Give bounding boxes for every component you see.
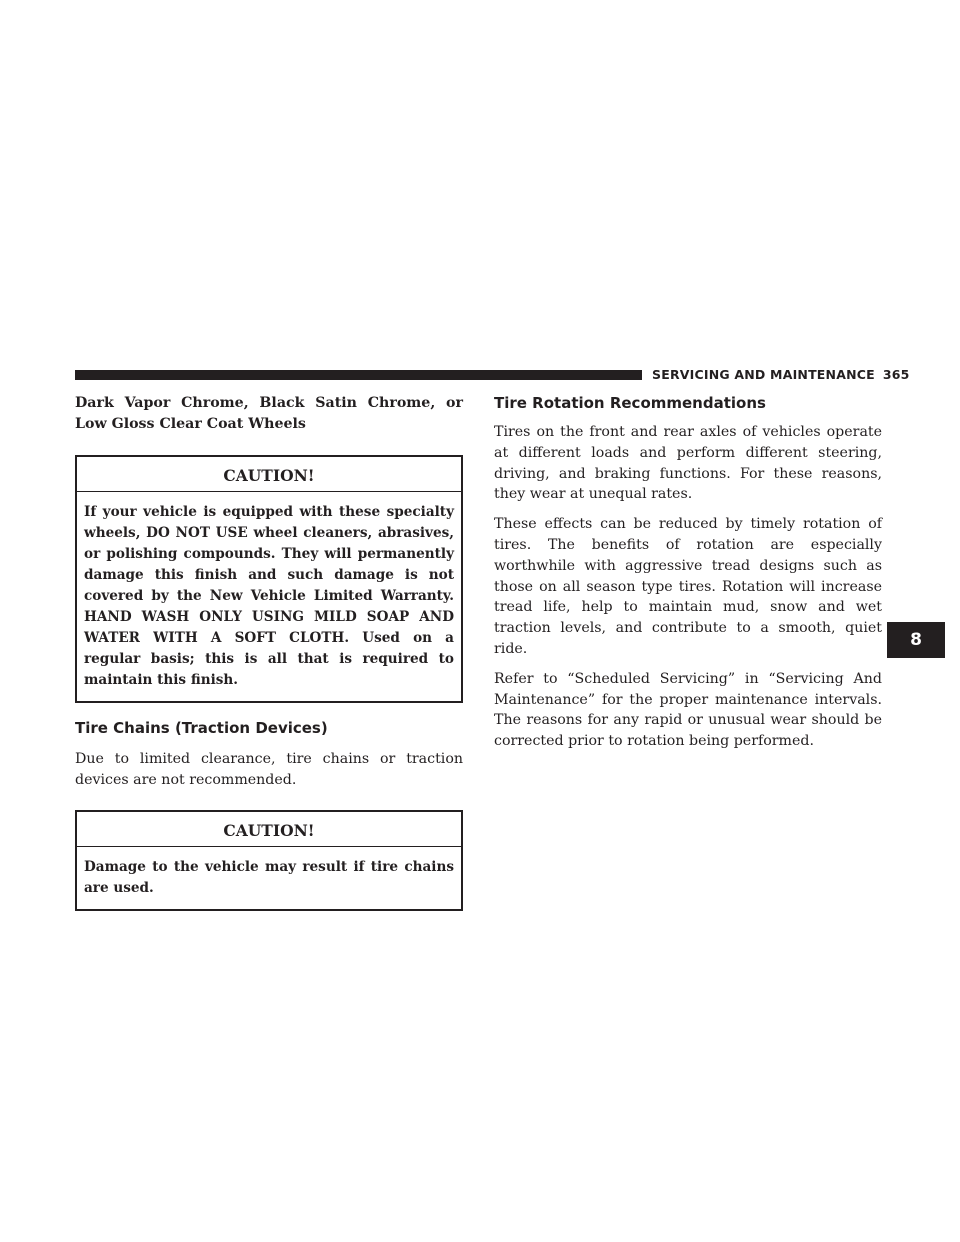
header-section-title: SERVICING AND MAINTENANCE bbox=[652, 367, 875, 382]
wheels-heading: Dark Vapor Chrome, Black Satin Chrome, or Low Gloss Clear Coat Wheels bbox=[75, 395, 463, 432]
tire-chains-text: Due to limited clearance, tire chains or traction devices are not recommended. bbox=[75, 751, 463, 788]
caution-text: If your vehicle is equipped with these specialty wheels, DO NOT USE wheel cleaners, abrasives, or polishing compounds. They will permanently damage this finish and such damage is not covered by the New Vehicle Limited Warranty. HAND WASH ONLY USING MILD SOAP AND WATER WITH A SOFT CLOTH. Used on a regular basis; this is all that is required to maintain this finish. bbox=[84, 504, 454, 688]
rotation-paragraph: These effects can be reduced by timely rotation of tires. The benefits of rotation are especially worthwhile with aggressive tread designs such as those on all season type tires. Rotation will increase tread life, help to maintain mud, snow and wet traction levels, and contribute to a smooth, quiet ride. bbox=[494, 516, 882, 657]
header-rule bbox=[75, 370, 642, 380]
rotation-paragraph: Refer to “Scheduled Servicing” in “Servicing And Maintenance” for the proper maintenance intervals. The reasons for any rapid or unusual wear should be corrected prior to rotation being performed. bbox=[494, 670, 882, 750]
right-column bbox=[494, 393, 882, 752]
caution-text: Damage to the vehicle may result if tire chains are used. bbox=[84, 858, 454, 896]
caution-box-wheels bbox=[75, 455, 463, 703]
page-number: 365 bbox=[882, 367, 910, 382]
tire-rotation-title: Tire Rotation Recommendations bbox=[494, 394, 766, 412]
rotation-paragraph: Tires on the front and rear axles of vehicles operate at different loads and perform different steering, driving, and braking functions. For these reasons, they wear at unequal rates. bbox=[494, 424, 882, 503]
left-column bbox=[75, 393, 463, 911]
chapter-tab: 8 bbox=[887, 622, 945, 658]
tire-chains-title: Tire Chains (Traction Devices) bbox=[75, 719, 328, 737]
running-header bbox=[652, 367, 910, 382]
caution-title: CAUTION! bbox=[77, 812, 461, 847]
caution-title: CAUTION! bbox=[77, 457, 461, 492]
caution-box-chains bbox=[75, 810, 463, 911]
